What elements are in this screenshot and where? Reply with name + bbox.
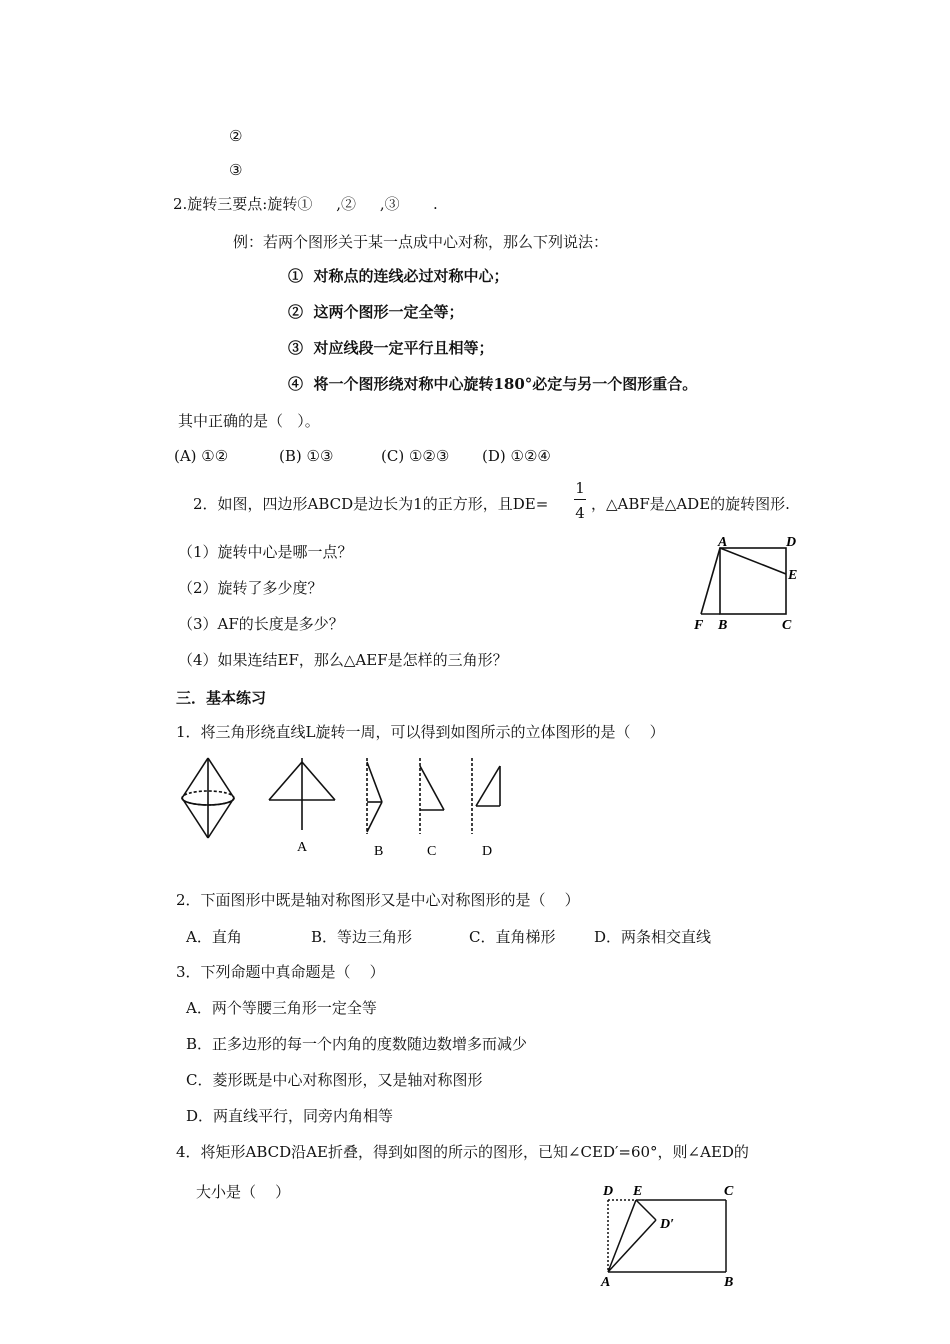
caption-a: A xyxy=(297,840,308,855)
segment-ed-prime xyxy=(636,1200,656,1220)
q2-option-a: A．直角 xyxy=(186,928,242,946)
problem2-sub-4: （4）如果连结EF，那么△AEF是怎样的三角形？ xyxy=(178,651,508,669)
fraction-bar xyxy=(574,499,586,500)
q3-text: 3．下列命题中真命题是（ ） xyxy=(176,963,385,981)
label-a: A xyxy=(601,1275,611,1290)
label-a: A xyxy=(718,535,728,550)
circle-two: ② xyxy=(229,127,243,145)
circle-three: ③ xyxy=(229,161,243,179)
double-cone-solid xyxy=(182,758,234,838)
q4-text: 4．将矩形ABCD沿AE折叠，得到如图的所示的图形，已知∠CED′=60°，则∠AED的 xyxy=(176,1143,749,1161)
folded-rectangle-figure xyxy=(598,1180,748,1290)
q1-figures xyxy=(178,756,508,866)
option-b-figure xyxy=(367,758,382,834)
example-statement-2: ② 这两个图形一定全等； xyxy=(288,303,464,321)
q2-option-c: C．直角梯形 xyxy=(469,928,556,946)
label-c: C xyxy=(782,618,792,633)
problem2-sub-1: （1）旋转中心是哪一点？ xyxy=(178,543,353,561)
example-option-b: (B) ①③ xyxy=(279,447,334,465)
example-prompt: 例：若两个图形关于某一点成中心对称，那么下列说法： xyxy=(233,233,609,251)
problem2-text-b: ，△ABF是△ADE的旋转图形. xyxy=(591,495,790,513)
fold-line-ae xyxy=(608,1200,636,1272)
example-question: 其中正确的是（ ）。 xyxy=(178,412,320,430)
problem2-sub-2: （2）旋转了多少度？ xyxy=(178,579,323,597)
label-c: C xyxy=(724,1184,734,1199)
problem2-sub-3: （3）AF的长度是多少？ xyxy=(178,615,344,633)
section3-heading: 三．基本练习 xyxy=(176,689,267,707)
label-b: B xyxy=(718,618,728,633)
q3-option-d: D．两直线平行，同旁内角相等 xyxy=(186,1107,394,1125)
example-statement-3: ③ 对应线段一定平行且相等； xyxy=(288,339,494,357)
example-statement-1: ① 对称点的连线必过对称中心； xyxy=(288,267,509,285)
q4-text-2: 大小是（ ） xyxy=(196,1183,291,1201)
fraction-numerator: 1 xyxy=(575,479,585,497)
q3-option-c: C．菱形既是中心对称图形，又是轴对称图形 xyxy=(186,1071,483,1089)
label-d-prime: D′ xyxy=(660,1217,675,1232)
label-d: D xyxy=(786,535,797,550)
q3-option-a: A．两个等腰三角形一定全等 xyxy=(186,999,377,1017)
q2-option-d: D．两条相交直线 xyxy=(594,928,712,946)
q2-option-b: B．等边三角形 xyxy=(311,928,413,946)
rotation-three-points: 2.旋转三要点:旋转① ,② ,③ . xyxy=(173,195,438,213)
example-option-a: (A) ①② xyxy=(174,447,229,465)
option-c-figure xyxy=(420,758,444,834)
example-statement-4: ④ 将一个图形绕对称中心旋转180°必定与另一个图形重合。 xyxy=(288,375,698,393)
label-f: F xyxy=(694,618,704,633)
q1-text: 1．将三角形绕直线L旋转一周，可以得到如图所示的立体图形的是（ ） xyxy=(176,723,665,741)
caption-d: D xyxy=(482,844,493,859)
label-d: D xyxy=(603,1184,614,1199)
label-b: B xyxy=(724,1275,734,1290)
square-rotation-figure xyxy=(690,530,810,640)
example-option-c: (C) ①②③ xyxy=(381,447,450,465)
problem2-text-a: 2．如图，四边形ABCD是边长为1的正方形，且DE= xyxy=(193,495,549,513)
label-e: E xyxy=(788,568,798,583)
segment-ad-prime xyxy=(608,1220,656,1272)
label-e: E xyxy=(633,1184,643,1199)
option-a-figure xyxy=(269,758,335,830)
segment-ae xyxy=(720,548,786,574)
example-option-d: (D) ①②④ xyxy=(482,447,551,465)
q2-text: 2．下面图形中既是轴对称图形又是中心对称图形的是（ ） xyxy=(176,891,580,909)
caption-c: C xyxy=(427,844,437,859)
segment-af xyxy=(701,548,720,614)
square-abcd xyxy=(720,548,786,614)
caption-b: B xyxy=(374,844,384,859)
option-d-figure xyxy=(472,758,500,834)
q3-option-b: B．正多边形的每一个内角的度数随边数增多而减少 xyxy=(186,1035,528,1053)
fraction-denominator: 4 xyxy=(575,504,585,522)
